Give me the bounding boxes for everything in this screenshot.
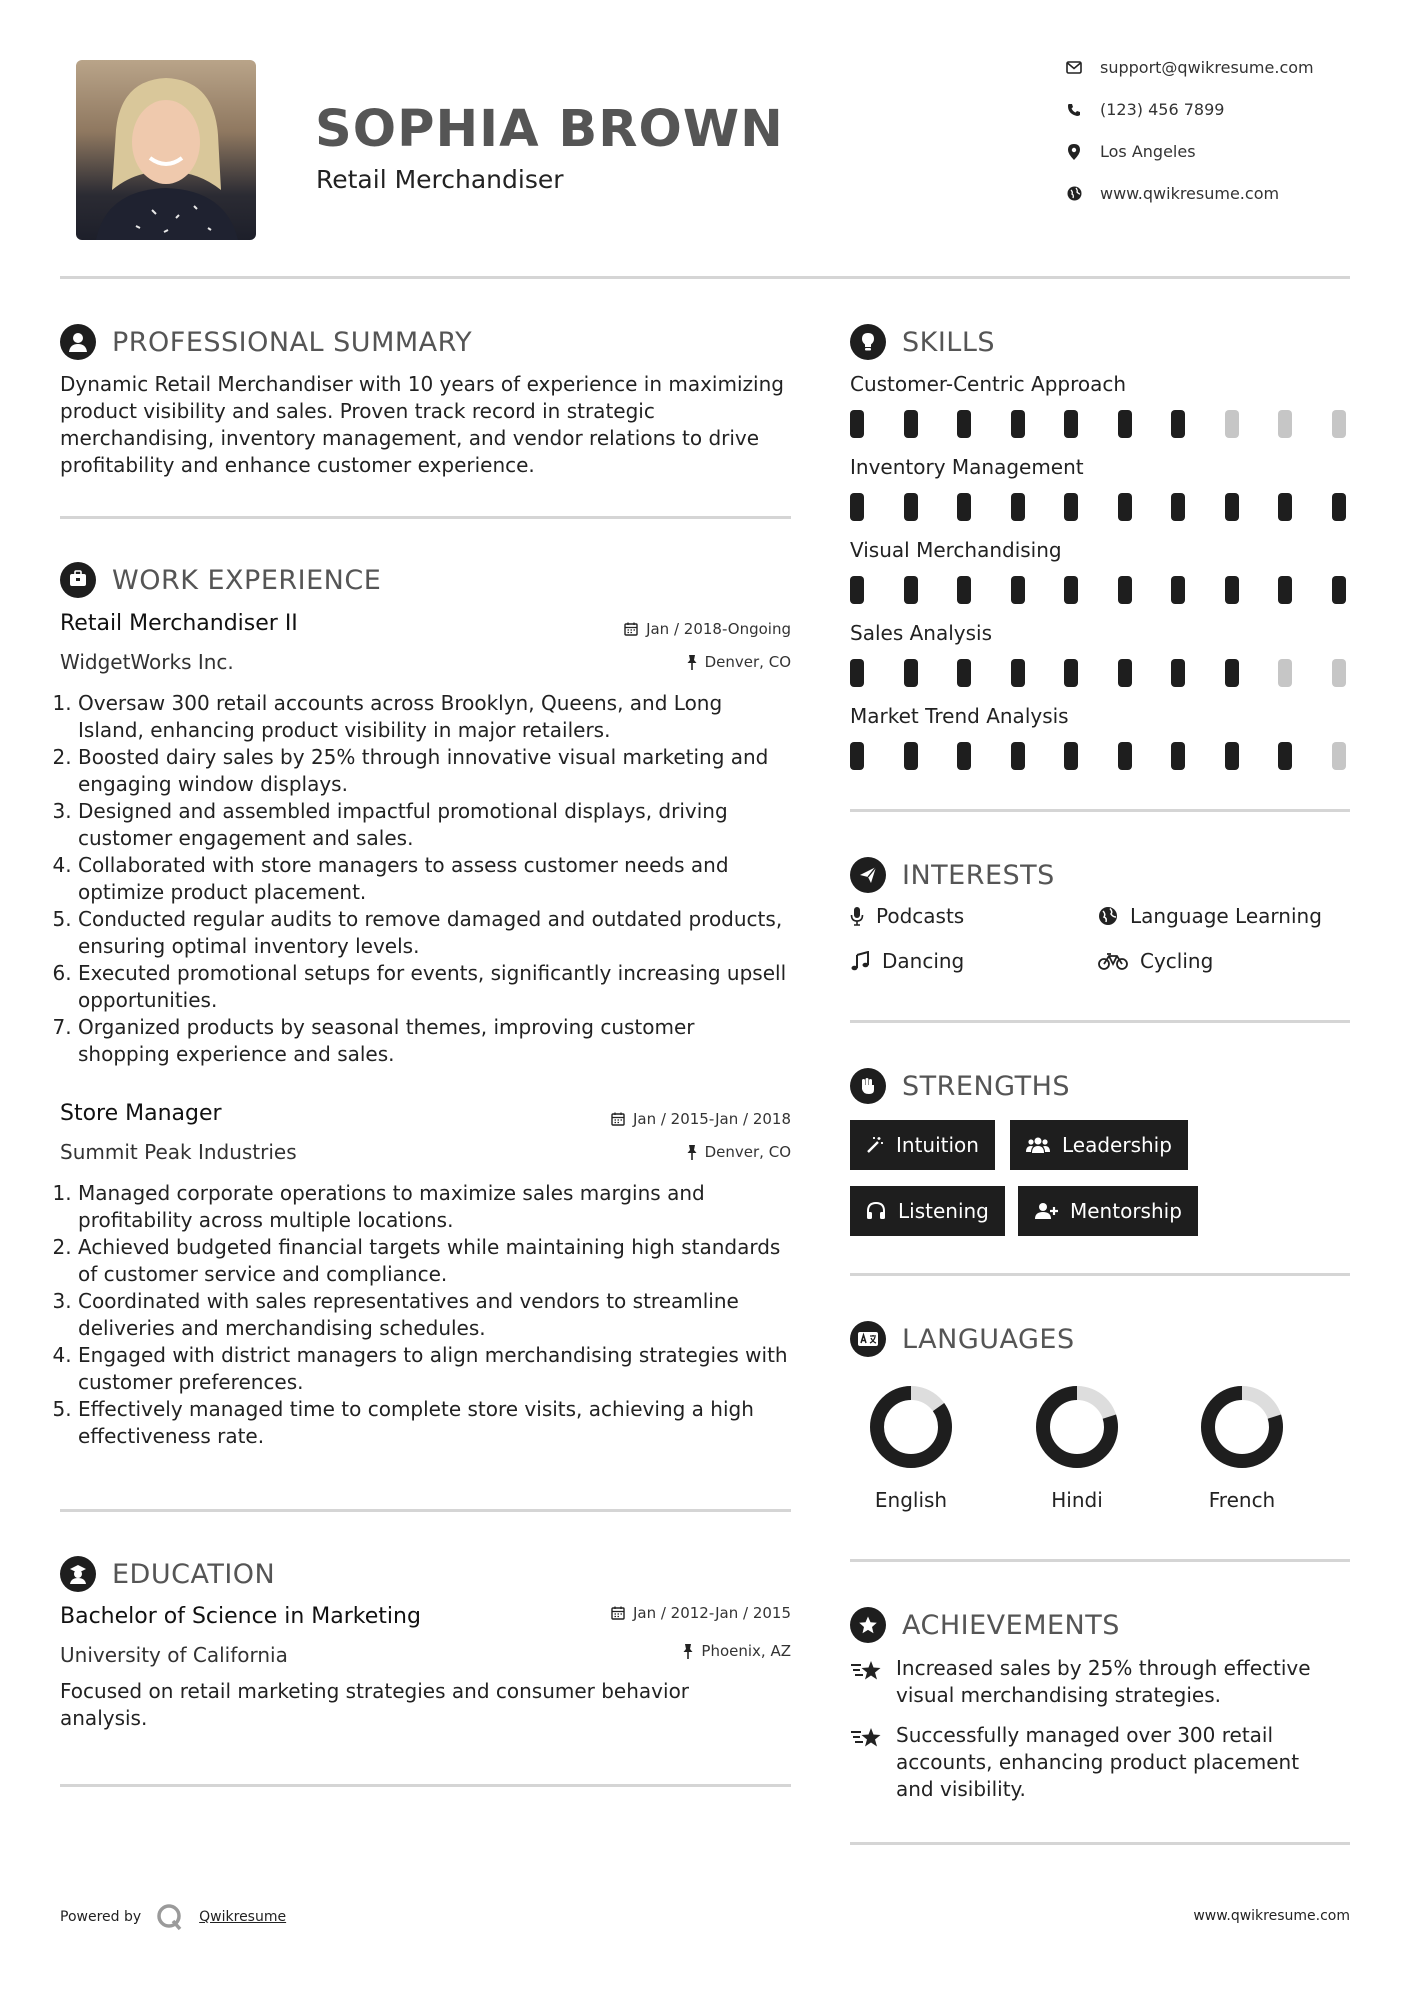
skill-item bbox=[850, 372, 1350, 455]
skill-level-pill bbox=[1064, 410, 1078, 438]
list-item: 1. Oversaw 300 retail accounts across Brooklyn, Queens, and Long Island, enhancing product visibility in major retailers. bbox=[78, 690, 788, 744]
pushpin-icon bbox=[687, 1145, 697, 1160]
skill-level-pill bbox=[957, 659, 971, 687]
candidate-title: Retail Merchandiser bbox=[316, 165, 564, 194]
list-item: 5. Conducted regular audits to remove damaged and outdated products, ensuring optimal inventory levels. bbox=[78, 906, 788, 960]
music-icon bbox=[850, 951, 870, 971]
language-name: Hindi bbox=[1051, 1488, 1103, 1512]
strength-label: Intuition bbox=[896, 1133, 979, 1157]
skill-level-pill bbox=[904, 576, 918, 604]
summary-line: profitability and enhance customer experience. bbox=[60, 453, 535, 477]
skill-level-pill bbox=[1332, 742, 1346, 770]
language-item bbox=[1012, 1384, 1142, 1512]
skill-item bbox=[850, 538, 1350, 621]
interest-label: Language Learning bbox=[1130, 904, 1322, 928]
skill-name: Visual Merchandising bbox=[850, 538, 1062, 562]
job-dates bbox=[500, 1110, 791, 1128]
skill-level-bar bbox=[850, 742, 1346, 770]
skill-level-pill bbox=[957, 410, 971, 438]
skill-name: Customer-Centric Approach bbox=[850, 372, 1127, 396]
job-dates-text: Jan / 2015-Jan / 2018 bbox=[632, 1110, 791, 1128]
achievement-line: and visibility. bbox=[896, 1777, 1026, 1801]
skill-level-pill bbox=[904, 659, 918, 687]
achievements-heading-label: ACHIEVEMENTS bbox=[902, 1609, 1120, 1641]
language-item bbox=[846, 1384, 976, 1512]
education-location bbox=[500, 1642, 791, 1660]
phone-icon bbox=[1064, 103, 1084, 117]
list-item: 4. Collaborated with store managers to assess customer needs and optimize product placement. bbox=[78, 852, 788, 906]
calendar-icon bbox=[624, 622, 638, 636]
list-item: 2. Achieved budgeted financial targets while maintaining high standards of customer service and compliance. bbox=[78, 1234, 788, 1288]
language-icon bbox=[850, 1321, 886, 1357]
skill-level-pill bbox=[850, 576, 864, 604]
skill-level-pill bbox=[1064, 576, 1078, 604]
education-dates bbox=[500, 1604, 791, 1622]
contact-location-text: Los Angeles bbox=[1100, 142, 1196, 161]
skill-name: Inventory Management bbox=[850, 455, 1084, 479]
profile-photo bbox=[76, 60, 256, 240]
skill-level-pill bbox=[1118, 659, 1132, 687]
languages-heading-label: LANGUAGES bbox=[902, 1323, 1075, 1355]
map-pin-icon bbox=[1064, 144, 1084, 160]
education-heading bbox=[60, 1556, 275, 1592]
list-item: 4. Engaged with district managers to align merchandising strategies with customer preferences. bbox=[78, 1342, 788, 1396]
experience-heading-label: WORK EXPERIENCE bbox=[112, 564, 382, 596]
strength-label: Listening bbox=[898, 1199, 989, 1223]
contact-email[interactable] bbox=[1064, 58, 1314, 77]
skill-level-pill bbox=[1278, 742, 1292, 770]
skill-level-pill bbox=[1118, 742, 1132, 770]
skill-level-pill bbox=[850, 742, 864, 770]
interest-item bbox=[850, 904, 964, 928]
skill-level-pill bbox=[904, 493, 918, 521]
summary-line: merchandising, inventory management, and vendor relations to drive bbox=[60, 426, 760, 450]
skill-level-pill bbox=[1011, 493, 1025, 521]
strength-label: Leadership bbox=[1062, 1133, 1172, 1157]
interest-label: Cycling bbox=[1140, 949, 1214, 973]
skill-level-pill bbox=[904, 410, 918, 438]
education-dates-text: Jan / 2012-Jan / 2015 bbox=[632, 1604, 791, 1622]
calendar-icon bbox=[611, 1112, 625, 1126]
candidate-name: SOPHIA BROWN bbox=[315, 100, 784, 159]
strengths-heading bbox=[850, 1068, 1070, 1104]
education-divider bbox=[60, 1784, 791, 1787]
skills-heading-label: SKILLS bbox=[902, 326, 996, 358]
skill-name: Sales Analysis bbox=[850, 621, 992, 645]
strength-tag bbox=[850, 1120, 995, 1170]
skill-item bbox=[850, 455, 1350, 538]
education-heading-label: EDUCATION bbox=[112, 1558, 276, 1590]
job-location-text: Denver, CO bbox=[704, 1143, 791, 1161]
job-bullets bbox=[60, 1180, 788, 1450]
globe-icon bbox=[1098, 906, 1118, 926]
skill-level-pill bbox=[1278, 576, 1292, 604]
skill-item bbox=[850, 621, 1350, 704]
skills-divider bbox=[850, 809, 1350, 812]
company-name: Summit Peak Industries bbox=[60, 1140, 297, 1164]
skill-level-pill bbox=[1225, 410, 1239, 438]
list-item: 5. Effectively managed time to complete store visits, achieving a high effectiveness rate. bbox=[78, 1396, 788, 1450]
strength-tag bbox=[1010, 1120, 1188, 1170]
languages-heading bbox=[850, 1321, 1075, 1357]
achievement-item bbox=[850, 1722, 1350, 1803]
calendar-icon bbox=[611, 1606, 625, 1620]
user-icon bbox=[60, 324, 96, 360]
skill-level-pill bbox=[1011, 576, 1025, 604]
strengths-divider bbox=[850, 1273, 1350, 1276]
achievement-line: visual merchandising strategies. bbox=[896, 1683, 1222, 1707]
envelope-icon bbox=[1064, 61, 1084, 74]
summary-heading bbox=[60, 324, 472, 360]
skill-level-pill bbox=[1332, 410, 1346, 438]
list-item: 1. Managed corporate operations to maximize sales margins and profitability across multiple locations. bbox=[78, 1180, 788, 1234]
skill-level-pill bbox=[957, 493, 971, 521]
footer-website[interactable]: www.qwikresume.com bbox=[1193, 1908, 1350, 1924]
skill-level-bar bbox=[850, 493, 1346, 521]
skill-level-pill bbox=[1225, 659, 1239, 687]
summary-line: product visibility and sales. Proven track record in strategic bbox=[60, 399, 655, 423]
headphones-icon bbox=[866, 1202, 886, 1220]
list-item: 6. Executed promotional setups for events, significantly increasing upsell opportunities. bbox=[78, 960, 788, 1014]
interests-heading-label: INTERESTS bbox=[902, 859, 1055, 891]
skill-level-pill bbox=[850, 493, 864, 521]
skill-level-pill bbox=[850, 659, 864, 687]
language-item bbox=[1177, 1384, 1307, 1512]
summary-text bbox=[60, 371, 800, 479]
pushpin-icon bbox=[687, 655, 697, 670]
job-location bbox=[500, 1143, 791, 1161]
interest-label: Podcasts bbox=[876, 904, 965, 928]
company-name: WidgetWorks Inc. bbox=[60, 650, 234, 674]
pushpin-icon bbox=[683, 1644, 693, 1659]
achievement-line: Successfully managed over 300 retail bbox=[896, 1723, 1274, 1747]
experience-heading bbox=[60, 562, 381, 598]
contact-location bbox=[1064, 142, 1196, 161]
skill-level-pill bbox=[1332, 659, 1346, 687]
strength-tag bbox=[1018, 1186, 1198, 1236]
contact-phone-text: (123) 456 7899 bbox=[1100, 100, 1225, 119]
skill-level-pill bbox=[1171, 493, 1185, 521]
skills-list bbox=[850, 372, 1350, 787]
list-item: 2. Boosted dairy sales by 25% through innovative visual marketing and engaging window displays. bbox=[78, 744, 788, 798]
education-location-text: Phoenix, AZ bbox=[701, 1642, 791, 1660]
summary-divider bbox=[60, 516, 791, 519]
achievements-heading bbox=[850, 1607, 1120, 1643]
contact-website-text: www.qwikresume.com bbox=[1100, 184, 1280, 203]
achievement-line: accounts, enhancing product placement bbox=[896, 1750, 1300, 1774]
language-level-ring bbox=[1199, 1384, 1285, 1470]
education-line: Focused on retail marketing strategies and consumer behavior bbox=[60, 1679, 690, 1703]
skill-level-pill bbox=[1064, 742, 1078, 770]
skill-level-pill bbox=[1011, 742, 1025, 770]
interest-item bbox=[1098, 904, 1322, 928]
job-location bbox=[500, 653, 791, 671]
education-description bbox=[60, 1678, 788, 1732]
job-dates-text: Jan / 2018-Ongoing bbox=[646, 620, 791, 638]
summary-line: Dynamic Retail Merchandiser with 10 years of experience in maximizing bbox=[60, 372, 784, 396]
job-title: Store Manager bbox=[60, 1101, 222, 1126]
skill-level-pill bbox=[1278, 410, 1292, 438]
bicycle-icon bbox=[1098, 951, 1128, 971]
briefcase-icon bbox=[60, 562, 96, 598]
achievement-item bbox=[850, 1655, 1350, 1709]
footer-powered-by bbox=[60, 1902, 286, 1932]
skill-level-pill bbox=[1278, 659, 1292, 687]
skill-item bbox=[850, 704, 1350, 787]
graduate-icon bbox=[60, 1556, 96, 1592]
qwikresume-link[interactable]: Qwikresume bbox=[199, 1909, 287, 1925]
achievement-line: Increased sales by 25% through effective bbox=[896, 1656, 1311, 1680]
skill-level-pill bbox=[1064, 493, 1078, 521]
list-item: 3. Designed and assembled impactful promotional displays, driving customer engagement and sales. bbox=[78, 798, 788, 852]
star-badge-icon bbox=[850, 1607, 886, 1643]
skill-level-pill bbox=[1278, 493, 1292, 521]
language-name: French bbox=[1208, 1488, 1276, 1512]
language-name: English bbox=[874, 1488, 948, 1512]
skill-level-pill bbox=[1332, 576, 1346, 604]
list-item: 3. Coordinated with sales representatives and vendors to streamline deliveries and merchandising schedules. bbox=[78, 1288, 788, 1342]
skill-level-pill bbox=[904, 742, 918, 770]
skill-level-pill bbox=[1171, 659, 1185, 687]
header-divider bbox=[60, 276, 1350, 279]
achievements-divider bbox=[850, 1842, 1350, 1845]
summary-heading-label: PROFESSIONAL SUMMARY bbox=[112, 326, 473, 358]
skill-level-pill bbox=[1118, 410, 1132, 438]
list-item: 7. Organized products by seasonal themes, improving customer shopping experience and sales. bbox=[78, 1014, 788, 1068]
skill-level-bar bbox=[850, 659, 1346, 687]
experience-divider bbox=[60, 1509, 791, 1512]
skill-level-pill bbox=[957, 576, 971, 604]
powered-by-text: Powered by bbox=[60, 1909, 142, 1925]
skill-level-pill bbox=[1225, 493, 1239, 521]
skill-level-pill bbox=[1011, 410, 1025, 438]
skill-level-pill bbox=[1332, 493, 1346, 521]
shooting-star-icon bbox=[850, 1659, 884, 1683]
degree-title: Bachelor of Science in Marketing bbox=[60, 1604, 421, 1629]
skill-level-bar bbox=[850, 410, 1346, 438]
skill-level-pill bbox=[1225, 742, 1239, 770]
qwikresume-logo-icon bbox=[155, 1902, 185, 1932]
skill-name: Market Trend Analysis bbox=[850, 704, 1069, 728]
skill-level-pill bbox=[1171, 742, 1185, 770]
interests-heading bbox=[850, 857, 1055, 893]
languages-divider bbox=[850, 1559, 1350, 1562]
interest-item bbox=[1098, 949, 1213, 973]
paper-plane-icon bbox=[850, 857, 886, 893]
contact-phone[interactable] bbox=[1064, 100, 1224, 119]
globe-icon bbox=[1064, 186, 1084, 201]
skill-level-pill bbox=[1225, 576, 1239, 604]
job-title: Retail Merchandiser II bbox=[60, 611, 298, 636]
contact-email-text: support@qwikresume.com bbox=[1100, 58, 1314, 77]
skill-level-pill bbox=[850, 410, 864, 438]
magic-wand-icon bbox=[866, 1136, 884, 1154]
skill-level-pill bbox=[1171, 410, 1185, 438]
job-dates bbox=[500, 620, 791, 638]
language-level-ring bbox=[868, 1384, 954, 1470]
skill-level-pill bbox=[1118, 576, 1132, 604]
skill-level-pill bbox=[1118, 493, 1132, 521]
strength-label: Mentorship bbox=[1070, 1199, 1182, 1223]
interests-divider bbox=[850, 1020, 1350, 1023]
shooting-star-icon bbox=[850, 1726, 884, 1750]
education-line: analysis. bbox=[60, 1706, 148, 1730]
microphone-icon bbox=[850, 906, 864, 926]
language-level-ring bbox=[1034, 1384, 1120, 1470]
school-name: University of California bbox=[60, 1643, 288, 1667]
job-location-text: Denver, CO bbox=[704, 653, 791, 671]
skill-level-pill bbox=[1171, 576, 1185, 604]
contact-website[interactable] bbox=[1064, 184, 1279, 203]
skill-level-pill bbox=[1011, 659, 1025, 687]
skill-level-pill bbox=[1064, 659, 1078, 687]
strength-tag bbox=[850, 1186, 1005, 1236]
lightbulb-icon bbox=[850, 324, 886, 360]
interest-item bbox=[850, 949, 964, 973]
skill-level-bar bbox=[850, 576, 1346, 604]
strengths-heading-label: STRENGTHS bbox=[902, 1070, 1071, 1102]
interest-label: Dancing bbox=[882, 949, 965, 973]
job-bullets bbox=[60, 690, 788, 1068]
user-plus-icon bbox=[1034, 1202, 1058, 1220]
skill-level-pill bbox=[957, 742, 971, 770]
fist-icon bbox=[850, 1068, 886, 1104]
skills-heading bbox=[850, 324, 995, 360]
users-icon bbox=[1026, 1136, 1050, 1154]
